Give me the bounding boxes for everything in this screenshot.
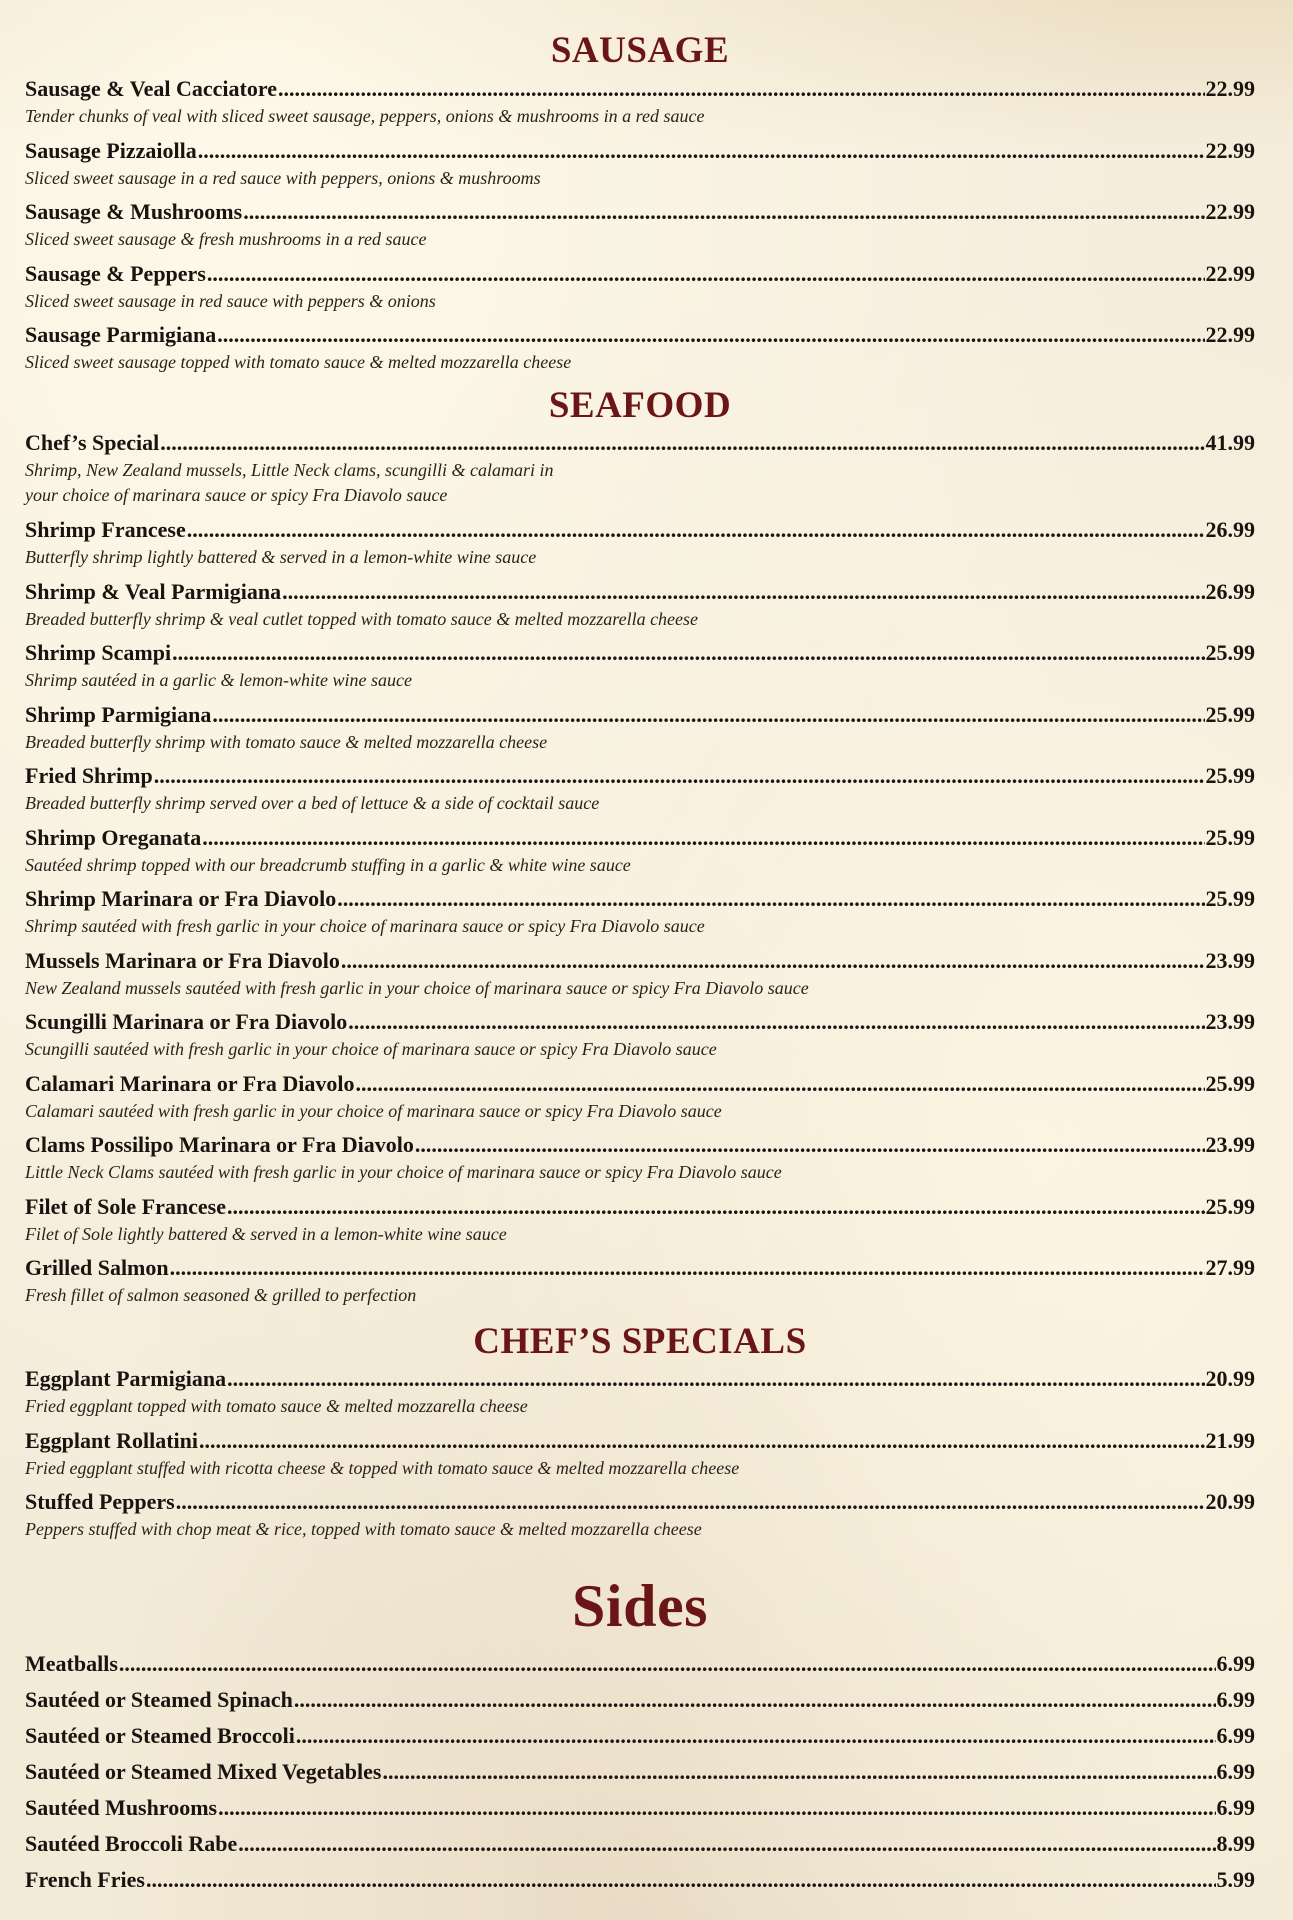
menu-item (25, 577, 1255, 639)
item-description: Sliced sweet sausage in a red sauce with peppers, onions & mushrooms (25, 167, 541, 188)
side-item (25, 1754, 1255, 1790)
item-name: Sautéed or Steamed Mixed Vegetables (25, 1759, 382, 1784)
dot-leader (348, 1007, 1204, 1037)
side-item (25, 1790, 1255, 1826)
item-price: 22.99 (1205, 137, 1255, 163)
item-name: Shrimp & Veal Parmigiana (25, 578, 282, 604)
dot-leader (296, 1718, 1216, 1754)
dot-leader (282, 577, 1204, 607)
dot-leader (278, 74, 1205, 104)
chefs-specials-list (25, 1364, 1255, 1549)
item-name: Calamari Marinara or Fra Diavolo (25, 1070, 355, 1096)
item-description: Shrimp, New Zealand mussels, Little Neck clams, scungilli & calamari in (25, 460, 554, 480)
dot-leader (160, 428, 1204, 458)
menu-item (25, 1426, 1255, 1488)
item-name: Filet of Sole Francese (25, 1193, 226, 1219)
sides-list (25, 1646, 1255, 1898)
side-item (25, 1862, 1255, 1898)
seafood-list (25, 428, 1255, 1315)
item-price: 22.99 (1205, 260, 1255, 286)
dot-leader (199, 1426, 1205, 1456)
item-price: 25.99 (1205, 1193, 1255, 1219)
side-item (25, 1682, 1255, 1718)
dot-leader (217, 320, 1204, 350)
item-price: 6.99 (1216, 1795, 1255, 1820)
item-description: Sliced sweet sausage topped with tomato sauce & melted mozzarella cheese (25, 352, 572, 372)
dot-leader (294, 1682, 1216, 1718)
item-description: Breaded butterfly shrimp with tomato sauce & melted mozzarella cheese (25, 731, 548, 752)
item-name: Chef’s Special (25, 430, 160, 455)
item-description: Filet of Sole lightly battered & served in a lemon-white wine sauce (25, 1223, 507, 1244)
dot-leader (207, 259, 1205, 289)
item-price: 5.99 (1216, 1867, 1255, 1892)
item-price: 6.99 (1216, 1651, 1255, 1676)
item-name: French Fries (25, 1867, 145, 1892)
menu-item (25, 946, 1255, 1008)
item-price: 25.99 (1205, 701, 1255, 727)
menu-item (25, 1192, 1255, 1254)
menu-item (25, 1069, 1255, 1131)
item-price: 26.99 (1205, 578, 1255, 604)
item-name: Scungilli Marinara or Fra Diavolo (25, 1009, 348, 1034)
menu-item (25, 638, 1255, 700)
sausage-list (25, 74, 1255, 382)
item-price: 21.99 (1205, 1427, 1255, 1453)
dot-leader (238, 1826, 1215, 1862)
item-name: Sausage & Mushrooms (25, 199, 243, 224)
item-price: 25.99 (1205, 1070, 1255, 1096)
dot-leader (198, 136, 1205, 166)
item-price: 25.99 (1205, 824, 1255, 850)
side-item (25, 1826, 1255, 1862)
item-description: New Zealand mussels sautéed with fresh garlic in your choice of marinara sauce or spicy Fra Diavolo sauce (25, 977, 809, 998)
item-description: Butterfly shrimp lightly battered & served in a lemon-white wine sauce (25, 547, 537, 567)
sides-section (25, 1566, 1255, 1898)
menu-item (25, 197, 1255, 259)
item-name: Clams Possilipo Marinara or Fra Diavolo (25, 1132, 414, 1157)
item-price: 22.99 (1205, 199, 1255, 224)
dot-leader (227, 1364, 1204, 1394)
menu-item (25, 320, 1255, 382)
dot-leader (119, 1646, 1216, 1682)
menu-item (25, 1487, 1255, 1549)
item-name: Shrimp Scampi (25, 640, 172, 665)
item-description: Fresh fillet of salmon seasoned & grilled to perfection (25, 1285, 417, 1305)
item-price: 41.99 (1205, 430, 1255, 455)
side-item (25, 1718, 1255, 1754)
item-price: 6.99 (1216, 1687, 1255, 1712)
item-price: 22.99 (1205, 76, 1255, 101)
menu-item (25, 74, 1255, 136)
item-description: Shrimp sautéed with fresh garlic in your choice of marinara sauce or spicy Fra Diavolo sauce (25, 916, 705, 936)
item-price: 25.99 (1205, 886, 1255, 911)
item-name: Sausage Pizzaiolla (25, 137, 197, 163)
menu-item (25, 1253, 1255, 1315)
side-item (25, 1646, 1255, 1682)
item-name: Stuffed Peppers (25, 1489, 175, 1514)
item-price: 25.99 (1205, 763, 1255, 788)
item-description: Breaded butterfly shrimp served over a bed of lettuce & a side of cocktail sauce (25, 793, 600, 813)
chefs-specials-section (25, 1320, 1255, 1549)
item-name: Fried Shrimp (25, 763, 153, 788)
item-description: Calamari sautéed with fresh garlic in your choice of marinara sauce or spicy Fra Diavolo sauce (25, 1100, 722, 1121)
item-description: Sautéed shrimp topped with our breadcrumb stuffing in a garlic & white wine sauce (25, 854, 631, 875)
dot-leader (202, 823, 1204, 853)
item-description: Breaded butterfly shrimp & veal cutlet topped with tomato sauce & melted mozzarella cheese (25, 608, 699, 629)
item-price: 20.99 (1205, 1366, 1255, 1391)
dot-leader (382, 1754, 1215, 1790)
dot-leader (356, 1069, 1205, 1099)
menu-item (25, 761, 1255, 823)
item-name: Mussels Marinara or Fra Diavolo (25, 947, 340, 973)
dot-leader (218, 1790, 1215, 1826)
section-title-sides: Sides (572, 1573, 708, 1639)
item-description: Shrimp sautéed in a garlic & lemon-white wine sauce (25, 670, 412, 690)
dot-leader (337, 884, 1204, 914)
dot-leader (212, 700, 1204, 730)
menu-item (25, 700, 1255, 762)
section-title-chefs-specials: CHEF’S SPECIALS (473, 1321, 807, 1362)
item-name: Sautéed Broccoli Rabe (25, 1831, 238, 1856)
item-description-continued: your choice of marinara sauce or spicy Fra Diavolo sauce (25, 485, 448, 505)
item-name: Meatballs (25, 1651, 118, 1676)
item-name: Sausage & Peppers (25, 260, 206, 286)
menu-item (25, 1007, 1255, 1069)
item-price: 22.99 (1205, 322, 1255, 347)
item-description: Sliced sweet sausage in red sauce with peppers & onions (25, 290, 436, 311)
item-description: Tender chunks of veal with sliced sweet sausage, peppers, onions & mushrooms in a red sauce (25, 106, 705, 126)
section-title-seafood: SEAFOOD (548, 385, 732, 426)
dot-leader (176, 1487, 1205, 1517)
item-price: 26.99 (1205, 517, 1255, 542)
item-description: Scungilli sautéed with fresh garlic in your choice of marinara sauce or spicy Fra Diavolo sauce (25, 1039, 717, 1059)
item-price: 23.99 (1205, 1009, 1255, 1034)
item-price: 8.99 (1216, 1831, 1255, 1856)
dot-leader (341, 946, 1205, 976)
item-price: 27.99 (1205, 1255, 1255, 1280)
item-price: 25.99 (1205, 640, 1255, 665)
item-name: Shrimp Oreganata (25, 824, 202, 850)
item-description: Fried eggplant topped with tomato sauce & melted mozzarella cheese (25, 1396, 528, 1416)
menu-item (25, 884, 1255, 946)
item-price: 6.99 (1216, 1723, 1255, 1748)
item-name: Eggplant Parmigiana (25, 1366, 227, 1391)
item-price: 20.99 (1205, 1489, 1255, 1514)
item-name: Sausage & Veal Cacciatore (25, 76, 277, 101)
item-name: Shrimp Marinara or Fra Diavolo (25, 886, 337, 911)
item-description: Sliced sweet sausage & fresh mushrooms in a red sauce (25, 229, 427, 249)
item-description: Peppers stuffed with chop meat & rice, topped with tomato sauce & melted mozzarella cheese (25, 1519, 702, 1539)
item-name: Sautéed or Steamed Spinach (25, 1687, 293, 1712)
menu-item (25, 428, 1255, 515)
item-name: Sausage Parmigiana (25, 322, 217, 347)
menu-item (25, 136, 1255, 198)
dot-leader (170, 1253, 1205, 1283)
dot-leader (227, 1192, 1205, 1222)
menu-item (25, 1130, 1255, 1192)
menu-item (25, 1364, 1255, 1426)
item-price: 23.99 (1205, 947, 1255, 973)
item-name: Sautéed Mushrooms (25, 1795, 218, 1820)
section-title-sausage: SAUSAGE (550, 30, 730, 71)
menu-item (25, 823, 1255, 885)
dot-leader (154, 761, 1205, 791)
item-name: Shrimp Parmigiana (25, 701, 212, 727)
item-name: Eggplant Rollatini (25, 1427, 198, 1453)
item-description: Little Neck Clams sautéed with fresh garlic in your choice of marinara sauce or spicy Fra Diavolo sauce (25, 1162, 782, 1182)
item-name: Sautéed or Steamed Broccoli (25, 1723, 295, 1748)
item-price: 6.99 (1216, 1759, 1255, 1784)
item-description: Fried eggplant stuffed with ricotta cheese & topped with tomato sauce & melted mozzarella cheese (25, 1457, 740, 1478)
item-price: 23.99 (1205, 1132, 1255, 1157)
item-name: Shrimp Francese (25, 517, 186, 542)
dot-leader (146, 1862, 1216, 1898)
sausage-section (25, 28, 1255, 382)
dot-leader (243, 197, 1204, 227)
item-name: Grilled Salmon (25, 1255, 169, 1280)
dot-leader (187, 515, 1205, 545)
menu-item (25, 515, 1255, 577)
dot-leader (172, 638, 1204, 668)
seafood-section (25, 384, 1255, 1315)
dot-leader (415, 1130, 1205, 1160)
menu-item (25, 259, 1255, 321)
